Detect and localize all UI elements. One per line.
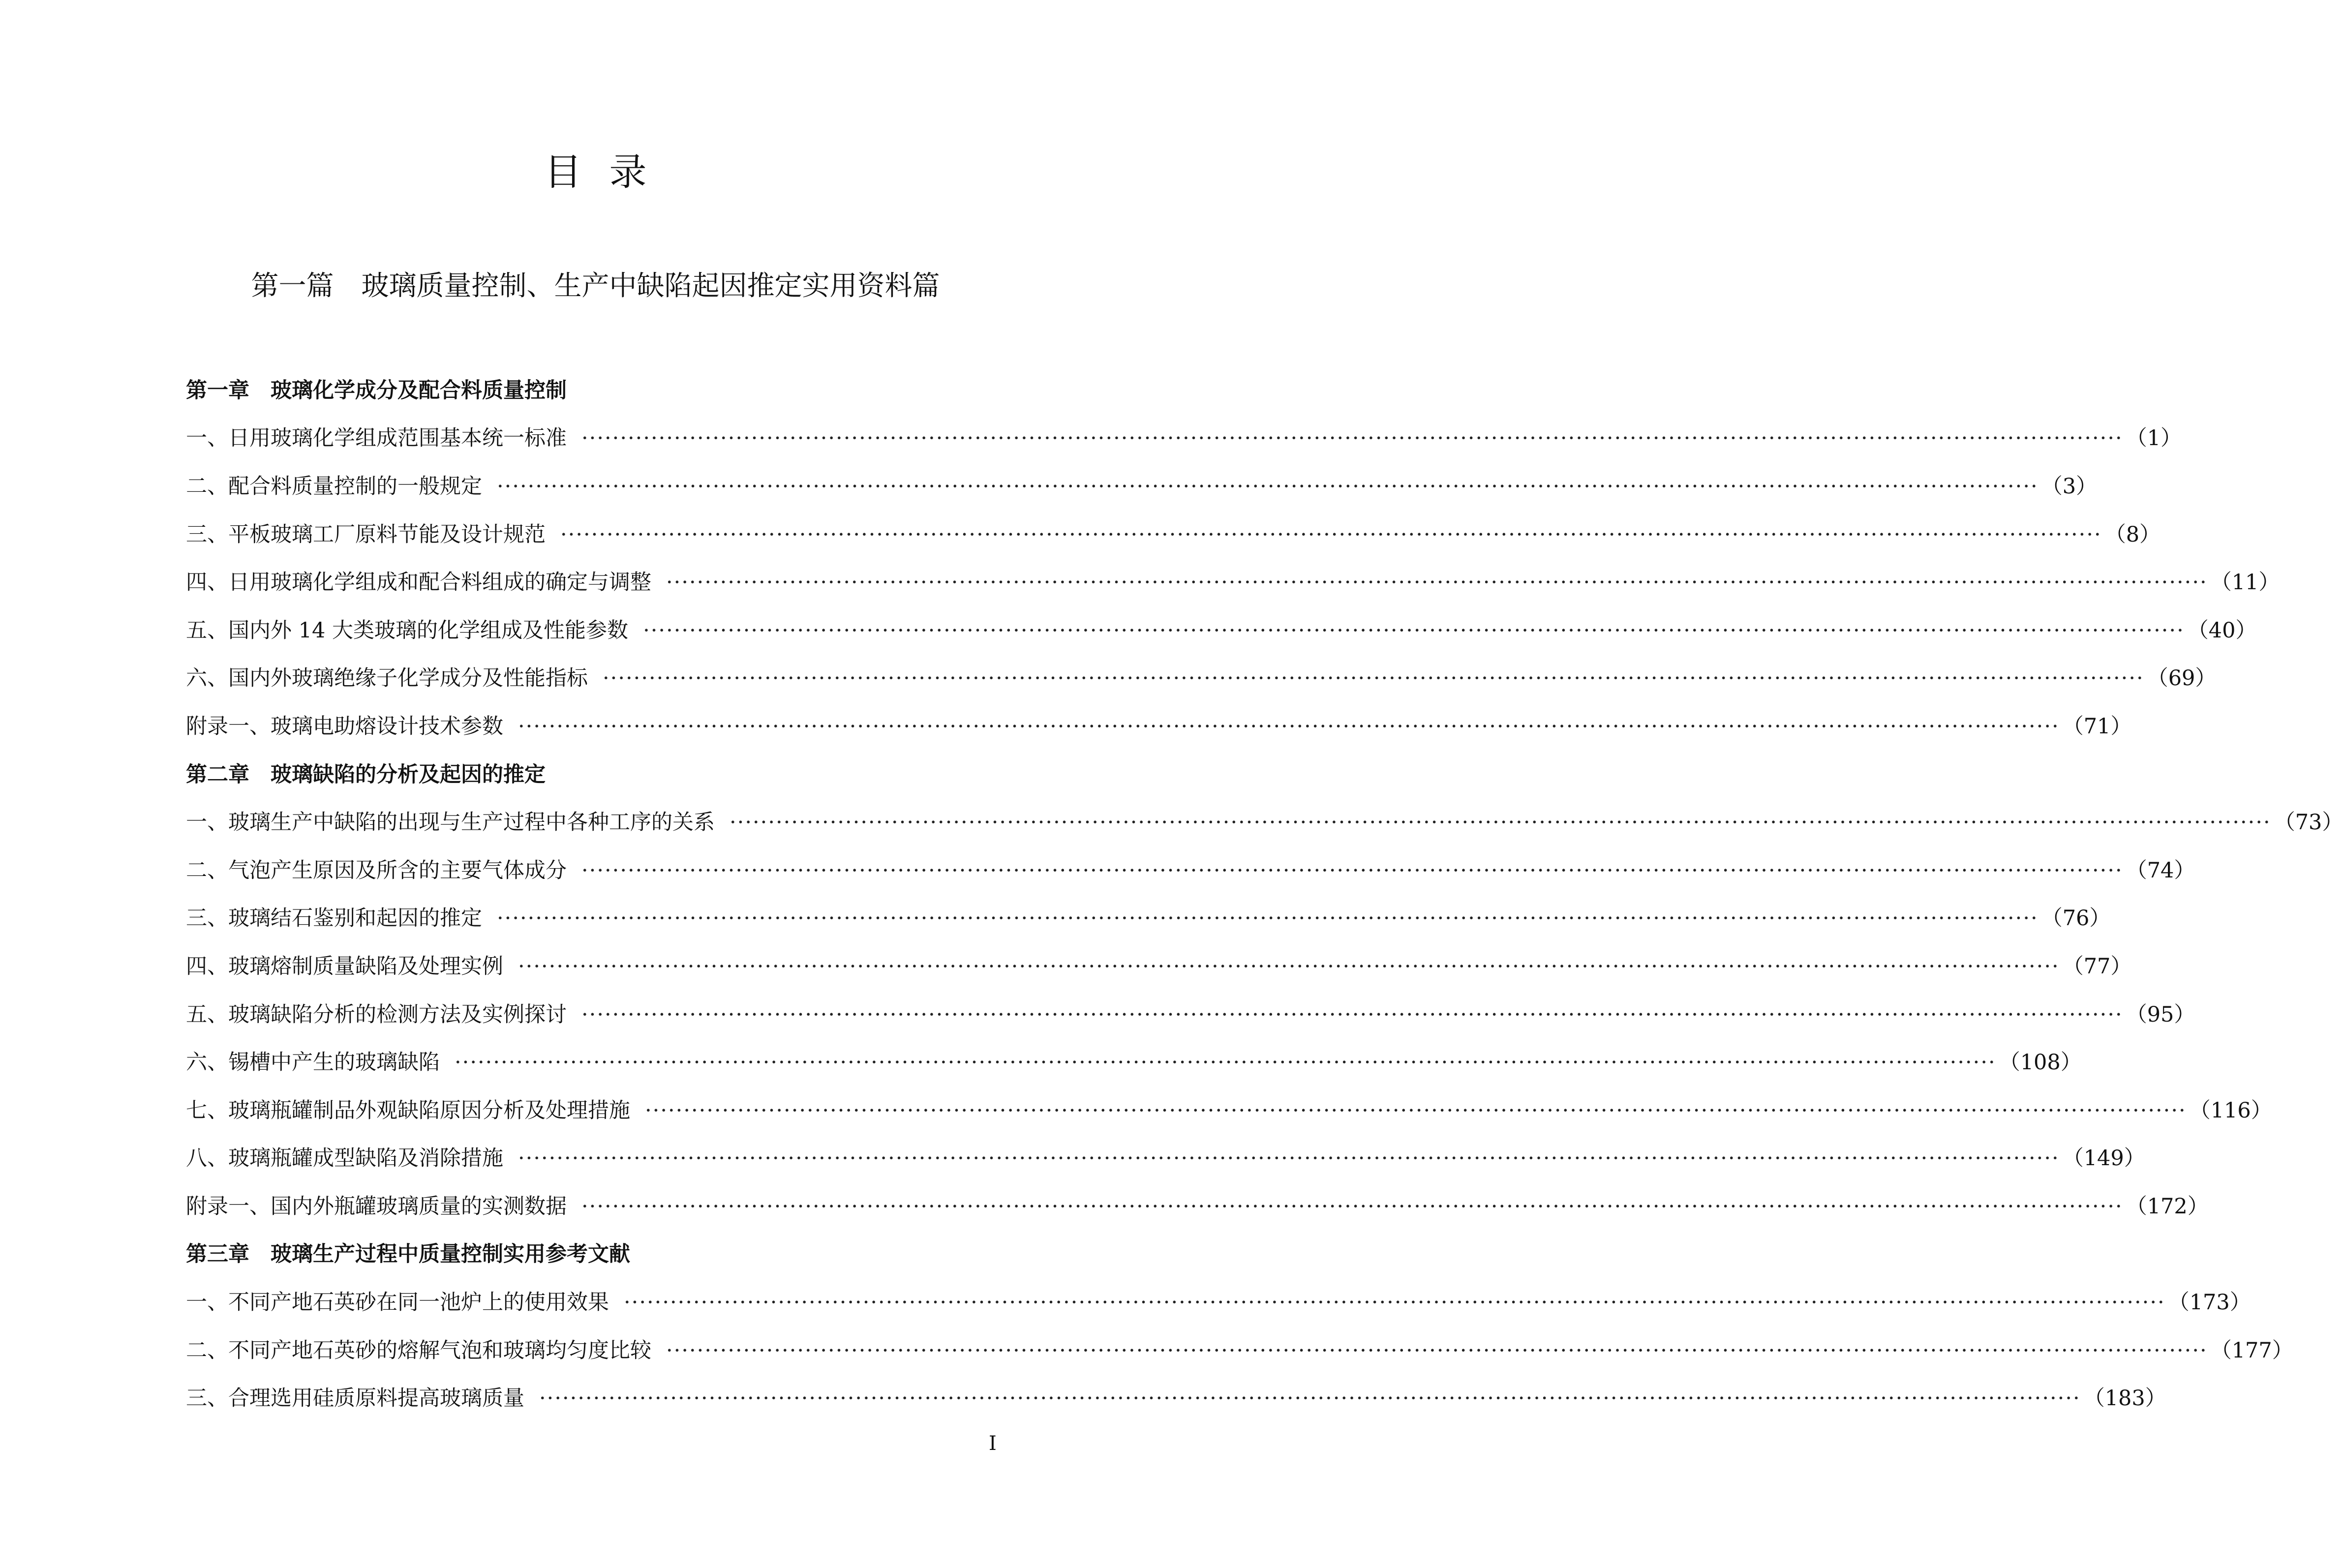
table-of-contents	[186, 366, 2343, 1422]
toc-entry-title: 二、配合料质量控制的一般规定	[186, 474, 482, 499]
toc-leader-dots: ········································································································································································································	[643, 618, 2185, 643]
toc-entry	[186, 1327, 2293, 1375]
toc-leader-dots: ········································································································································································································	[624, 1290, 2165, 1315]
toc-entry-title: 一、玻璃生产中缺陷的出现与生产过程中各种工序的关系	[186, 810, 715, 835]
toc-entry-title: 六、国内外玻璃绝缘子化学成分及性能指标	[186, 666, 588, 691]
toc-entry	[186, 558, 2280, 606]
toc-leader-dots: ········································································································································································································	[518, 1146, 2060, 1171]
toc-entry-title: 三、玻璃结石鉴别和起因的推定	[186, 906, 482, 931]
toc-entry-title: 附录一、国内外瓶罐玻璃质量的实测数据	[186, 1194, 567, 1219]
toc-entry-page: （1）	[2126, 426, 2182, 451]
toc-leader-dots: ········································································································································································································	[539, 1386, 2081, 1411]
toc-entry-page: （11）	[2210, 570, 2280, 595]
toc-entry	[186, 846, 2195, 895]
toc-leader-dots: ········································································································································································································	[581, 426, 2123, 451]
toc-entry	[186, 702, 2132, 751]
toc-entry-page: （173）	[2168, 1290, 2251, 1315]
toc-entry-page: （71）	[2062, 714, 2132, 739]
toc-entry	[186, 1086, 2272, 1135]
toc-entry	[186, 991, 2195, 1039]
toc-entry-page: （172）	[2126, 1194, 2209, 1219]
page-title: 目录	[544, 150, 674, 194]
toc-entry-page: （74）	[2126, 858, 2195, 883]
toc-entry-page: （116）	[2189, 1098, 2272, 1123]
toc-leader-dots: ········································································································································································································	[518, 954, 2060, 979]
toc-entry	[186, 942, 2132, 991]
toc-entry-page: （40）	[2187, 618, 2257, 643]
toc-entry-page: （149）	[2062, 1146, 2145, 1171]
toc-entry-page: （8）	[2104, 522, 2161, 547]
toc-leader-dots: ········································································································································································································	[581, 858, 2123, 883]
toc-entry-page: （95）	[2126, 1002, 2195, 1027]
toc-entry	[186, 798, 2343, 846]
toc-entry-title: 一、不同产地石英砂在同一池炉上的使用效果	[186, 1290, 609, 1315]
toc-leader-dots: ········································································································································································································	[666, 1338, 2208, 1363]
toc-entry-title: 八、玻璃瓶罐成型缺陷及消除措施	[186, 1146, 503, 1171]
toc-entry-title: 三、合理选用硅质原料提高玻璃质量	[186, 1386, 524, 1411]
toc-entry	[186, 606, 2257, 655]
toc-leader-dots: ········································································································································································································	[581, 1194, 2123, 1219]
toc-entry-page: （108）	[1999, 1050, 2082, 1075]
toc-entry-page: （73）	[2274, 810, 2343, 835]
toc-leader-dots: ········································································································································································································	[581, 1002, 2123, 1027]
toc-leader-dots: ········································································································································································································	[455, 1050, 1996, 1075]
toc-leader-dots: ········································································································································································································	[666, 570, 2208, 595]
toc-entry	[186, 1038, 2082, 1086]
toc-leader-dots: ········································································································································································································	[730, 810, 2271, 835]
toc-entry	[186, 1278, 2251, 1327]
toc-entry	[186, 415, 2182, 463]
toc-entry-title: 五、国内外 14 大类玻璃的化学组成及性能参数	[186, 618, 629, 643]
toc-entry	[186, 1374, 2166, 1422]
toc-entry	[186, 511, 2161, 559]
part-heading: 第一篇 玻璃质量控制、生产中缺陷起因推定实用资料篇	[251, 270, 940, 302]
toc-entry	[186, 655, 2217, 703]
toc-chapter-heading: 第一章 玻璃化学成分及配合料质量控制	[186, 378, 567, 403]
toc-entry-page: （183）	[2083, 1386, 2166, 1411]
toc-leader-dots: ········································································································································································································	[645, 1098, 2187, 1123]
toc-leader-dots: ········································································································································································································	[560, 522, 2102, 547]
toc-entry-page: （3）	[2041, 474, 2098, 499]
toc-entry-page: （69）	[2147, 666, 2217, 691]
toc-entry	[186, 895, 2111, 943]
toc-entry-page: （77）	[2062, 954, 2132, 979]
toc-leader-dots: ········································································································································································································	[497, 906, 2039, 931]
toc-leader-dots: ········································································································································································································	[497, 474, 2039, 499]
toc-leader-dots: ········································································································································································································	[603, 666, 2144, 691]
toc-entry	[186, 1135, 2145, 1183]
toc-leader-dots: ········································································································································································································	[518, 714, 2060, 739]
toc-chapter-heading: 第三章 玻璃生产过程中质量控制实用参考文献	[186, 1242, 630, 1267]
toc-entry-title: 二、气泡产生原因及所含的主要气体成分	[186, 858, 567, 883]
toc-entry-title: 四、玻璃熔制质量缺陷及处理实例	[186, 954, 503, 979]
toc-entry	[186, 462, 2098, 511]
toc-entry-title: 附录一、玻璃电助熔设计技术参数	[186, 714, 503, 739]
toc-entry-title: 六、锡槽中产生的玻璃缺陷	[186, 1050, 440, 1075]
toc-entry-title: 一、日用玻璃化学组成范围基本统一标准	[186, 426, 567, 451]
toc-entry-title: 五、玻璃缺陷分析的检测方法及实例探讨	[186, 1002, 567, 1027]
toc-entry-title: 四、日用玻璃化学组成和配合料组成的确定与调整	[186, 570, 651, 595]
toc-entry-page: （177）	[2210, 1338, 2293, 1363]
page-number: I	[989, 1432, 997, 1455]
toc-entry-title: 三、平板玻璃工厂原料节能及设计规范	[186, 522, 546, 547]
toc-entry-page: （76）	[2041, 906, 2111, 931]
toc-entry-title: 二、不同产地石英砂的熔解气泡和玻璃均匀度比较	[186, 1338, 651, 1363]
toc-entry	[186, 1182, 2209, 1231]
toc-entry-title: 七、玻璃瓶罐制品外观缺陷原因分析及处理措施	[186, 1098, 630, 1123]
toc-chapter-heading: 第二章 玻璃缺陷的分析及起因的推定	[186, 762, 546, 787]
